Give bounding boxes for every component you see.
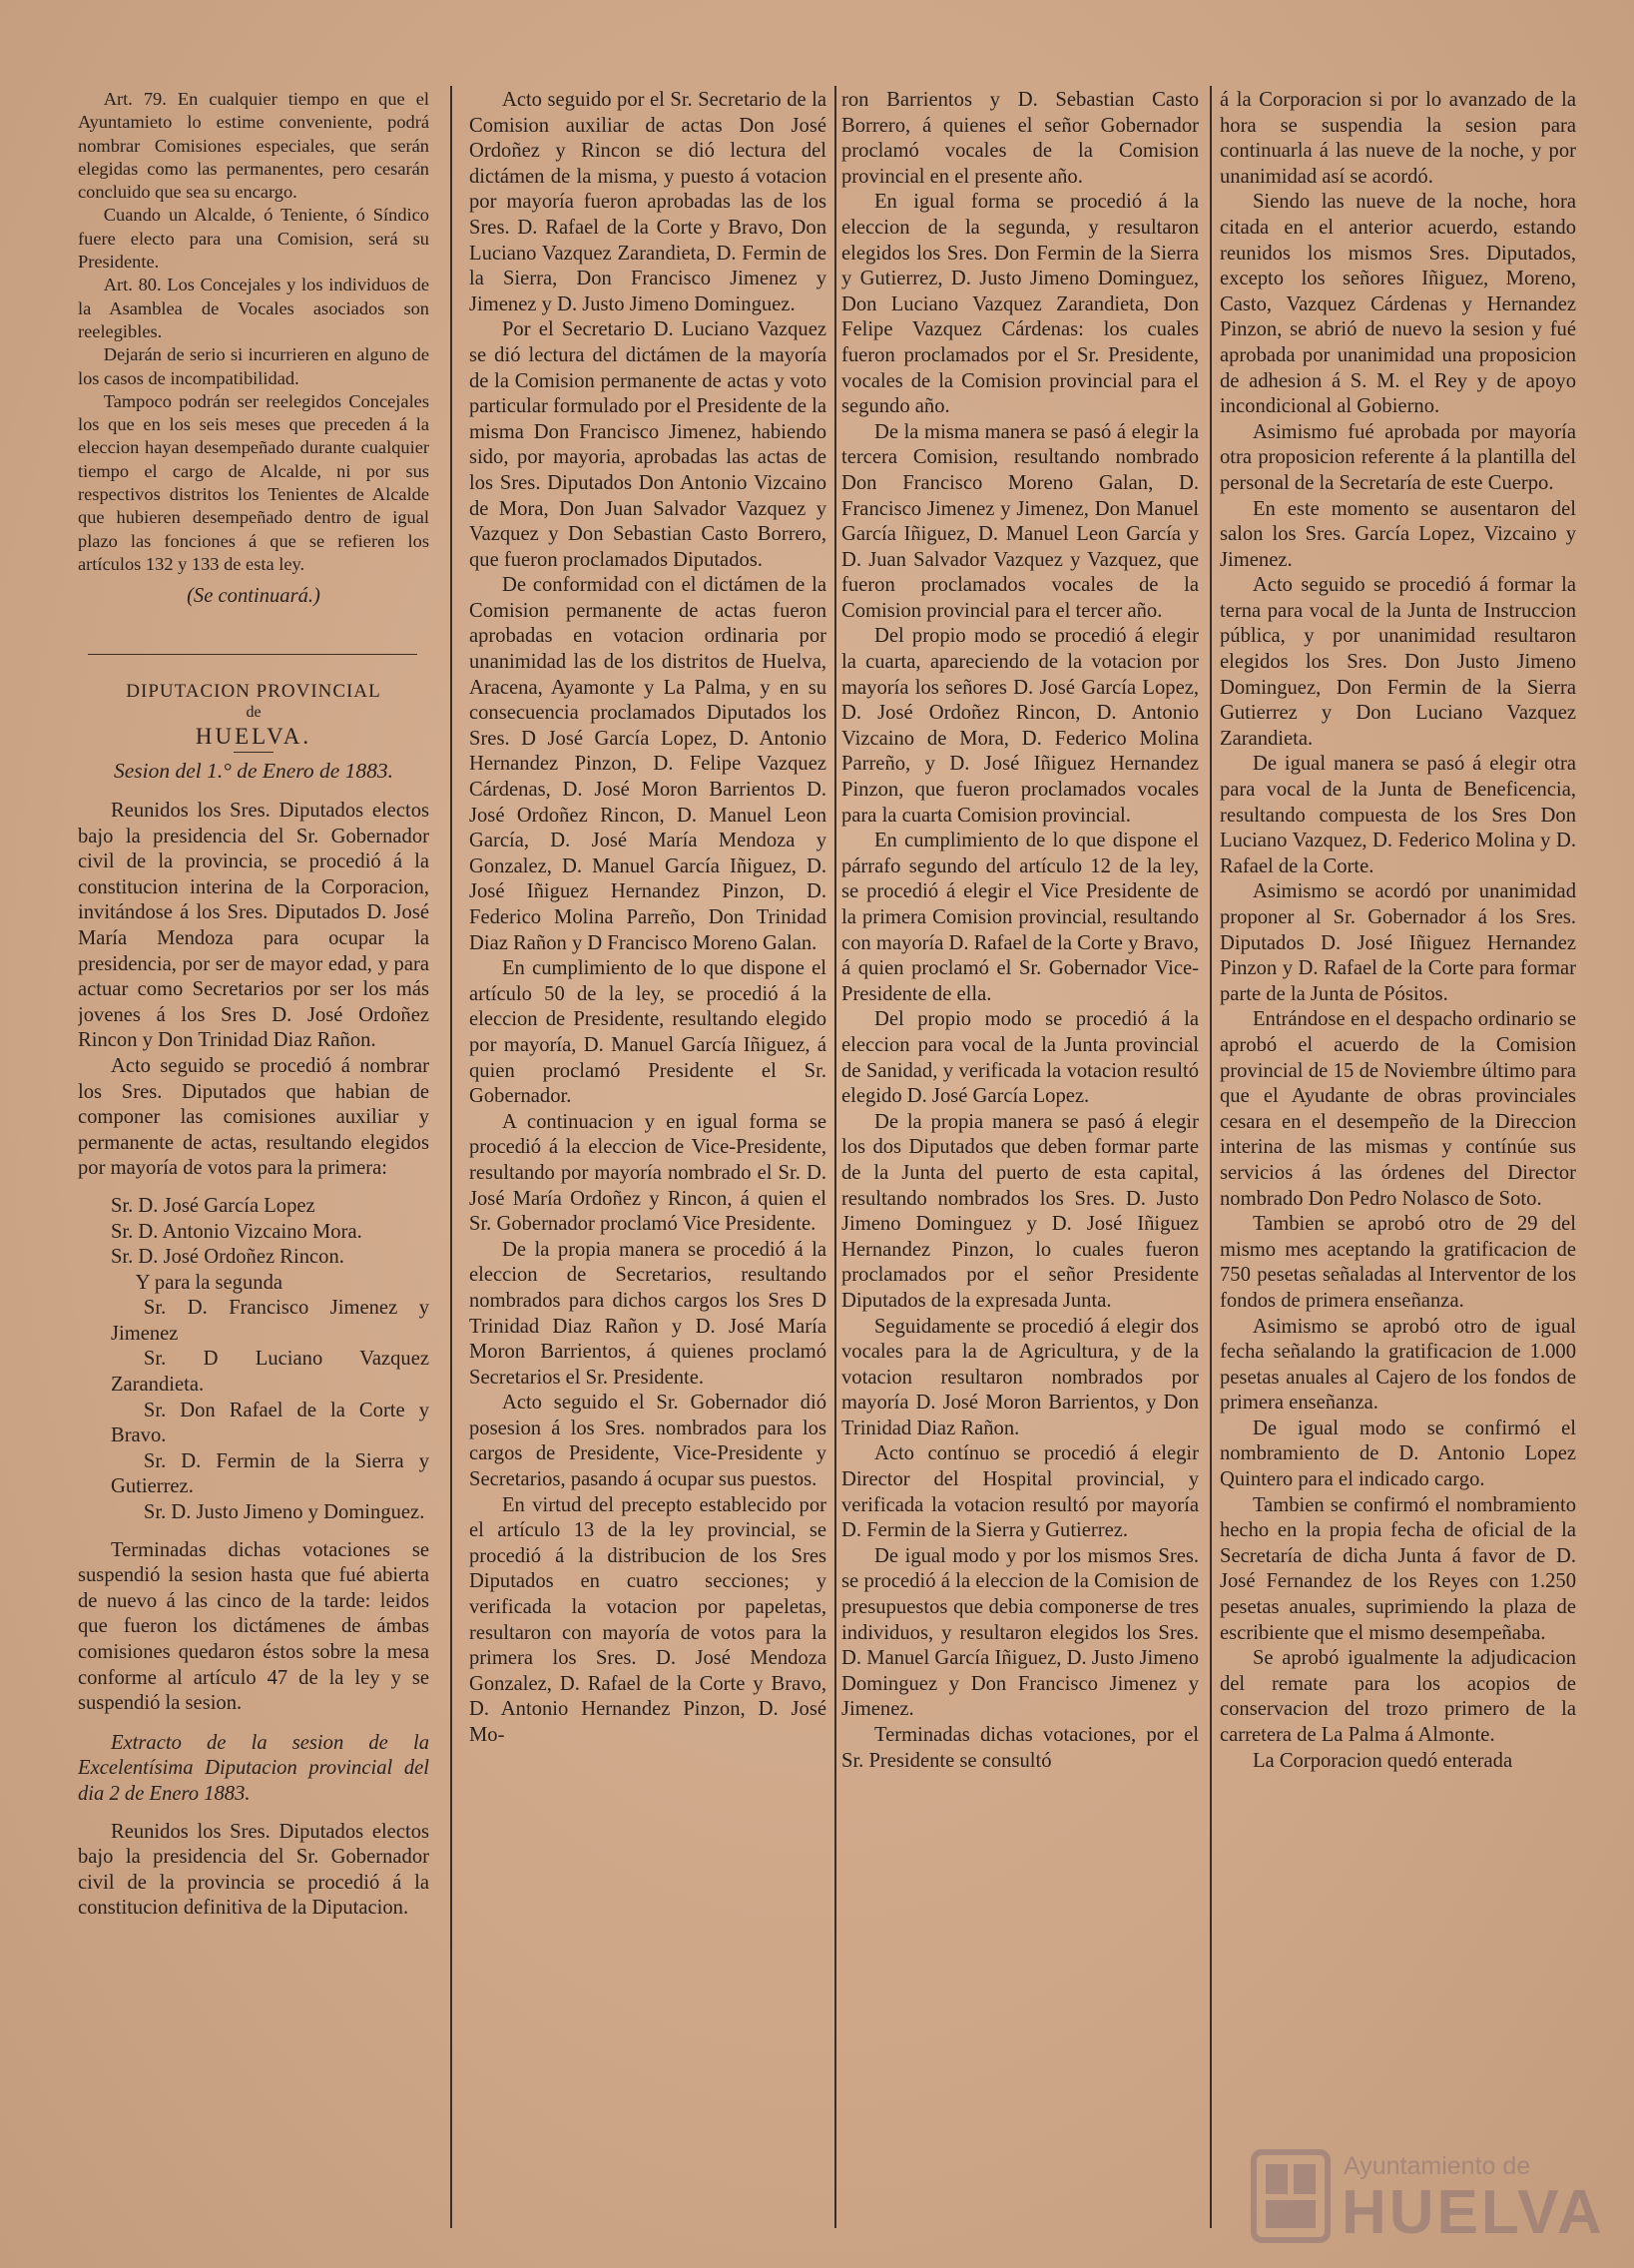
paragraph: En virtud del precepto establecido por el artículo 13 de la ley provincial, se procedió á la distribucion de los Sres Diputados en cuatro secciones; y verificada la votacion por papeletas, resultaron con mayoría de votos para la primera los Sres. D. José Mendoza Gonzalez, D. Rafael de la Corte y Bravo, D. Antonio Hernandez Pinzon, D. José Mo-: [469, 1493, 826, 1746]
list-subheading: Y para la segunda: [135, 1271, 283, 1294]
extract-title: Extracto de la sesion de la Excelentísima Diputacion provincial del dia 2 de Enero 1883.: [78, 1731, 429, 1805]
paragraph: Terminadas dichas votaciones, por el Sr. Presidente se consultó: [841, 1724, 1199, 1772]
paragraph: Acto seguido se procedió á formar la terna para vocal de la Junta de Instruccion pública, y por unanimidad resultaron elegidos los Sres. Don Justo Jimeno Dominguez, Don Fermin de la Sierra Gutierrez y Don Luciano Vazquez Zarandieta.: [1220, 574, 1576, 750]
watermark-big-text: HUELVA: [1342, 2178, 1605, 2247]
paragraph: Acto seguido se procedió á nombrar los Sres. Diputados que habian de componer las comisiones auxiliar y permanente de actas, resultando elegidos por mayoría de votos para la primera:: [78, 1054, 429, 1180]
paragraph: Asimismo fué aprobada por mayoría otra proposicion referente á la plantilla del personal de la Secretaría de este Cuerpo.: [1220, 420, 1576, 494]
session-title: Sesion del 1.° de Enero de 1883.: [113, 759, 394, 784]
city-crest-icon: [1248, 2146, 1334, 2246]
paragraph: Art. 79. En cualquier tiempo en que el Ayuntamieto lo estime conveniente, podrá nombrar Comisiones especiales, que serán elegidas como las permanentes, pero cesarán concluido que sea su encargo.: [78, 89, 429, 203]
extract-heading: [78, 1731, 429, 1808]
column-rule: [450, 86, 452, 2228]
paragraph: Tambien se aprobó otro de 29 del mismo mes aceptando la gratificacion de 750 pesetas señaladas al Interventor de los fondos de primera enseñanza.: [1220, 1213, 1576, 1312]
paragraph: Cuando un Alcalde, ó Teniente, ó Síndico fuere electo para una Comision, será su Presidente.: [78, 205, 429, 273]
column-1: [78, 88, 429, 2238]
paragraph: Dejarán de serio si incurrieren en alguno de los casos de incompatibilidad.: [78, 344, 429, 388]
paragraph: Asimismo se acordó por unanimidad proponer al Sr. Gobernador á los Sres. Diputados D. José Iñiguez Hernandez Pinzon y D. Rafael de la Corte para formar parte de la Junta de Pósitos.: [1220, 880, 1576, 1005]
paragraph: Entrándose en el despacho ordinario se aprobó el acuerdo de la Comision provincial de 15 de Noviembre último para que el Ayudante de obras provinciales cesara en el desempeño de la Direccion interina de las mismas y contínúe sus servicios á las órdenes del Director nombrado Don Pedro Nolasco de Soto.: [1220, 1008, 1576, 1210]
list-item: Sr. D. José Ordoñez Rincon.: [110, 1246, 344, 1269]
paragraph: ron Barrientos y D. Sebastian Casto Borrero, á quienes el señor Gobernador proclamó vocales de la Comision provincial en el presente año.: [841, 89, 1199, 188]
paragraph: Seguidamente se procedió á elegir dos vocales para la de Agricultura, y de la votacion resultaron nombrados por mayoría D. José Moron Barrientos, y Don Trinidad Diaz Rañon.: [841, 1315, 1199, 1439]
paragraph: De la propia manera se procedió á la eleccion de Secretarios, resultando nombrados para dichos cargos los Sres D Trinidad Diaz Rañon y D. José María Moron Barrientos, á quienes proclamó Secretarios el Sr. Presidente.: [469, 1238, 826, 1389]
paragraph: Art. 80. Los Concejales y los individuos de la Asamblea de Vocales asociados son reelegibles.: [78, 275, 429, 341]
list-item: Sr. D Luciano Vazquez Zarandieta.: [110, 1348, 429, 1397]
paragraph: En cumplimiento de lo que dispone el párrafo segundo del artículo 12 de la ley, se procedió á elegir el Vice Presidente de la primera Comision provincial, resultando con mayoría D. Rafael de la Corte y Bravo, á quien proclamó el Sr. Gobernador Vice-Presidente de ella.: [841, 830, 1199, 1005]
paragraph: De la misma manera se pasó á elegir la tercera Comision, resultando nombrado Don Francisco Moreno Galan, D. Francisco Jimenez y Jimenez, Don Manuel García Iñiguez, D. Manuel Leon García y D. Juan Salvador Vazquez y Vazquez, que fueron proclamados vocales de la Comision provincial para el tercer año.: [841, 420, 1199, 622]
paragraph: Acto seguido el Sr. Gobernador dió posesion á los Sres. nombrados para los cargos de Presidente, Vice-Presidente y Secretarios, pasando á ocupar sus puestos.: [469, 1392, 826, 1491]
section-heading-place: HUELVA.: [195, 724, 312, 750]
paragraph: Acto contínuo se procedió á elegir Director del Hospital provincial, y verificada la votacion resultó por mayoría D. Fermin de la Sierra y Gutierrez.: [841, 1442, 1199, 1542]
section-divider: [88, 654, 417, 655]
list-item: Sr. D. José García Lopez: [110, 1194, 315, 1217]
archive-watermark: [1248, 2146, 1605, 2256]
heading-dash: [234, 752, 273, 753]
continuation-note: (Se continuará.): [187, 585, 320, 608]
list-item: Sr. Don Rafael de la Corte y Bravo.: [110, 1399, 429, 1447]
paragraph: Asimismo se aprobó otro de igual fecha señalando la gratificacion de 1.000 pesetas anuales al Cajero de los fondos de primera enseñanza.: [1220, 1315, 1576, 1415]
paragraph: Reunidos los Sres. Diputados electos bajo la presidencia del Sr. Gobernador civil de la provincia se procedió á la constitucion definitiva de la Diputacion.: [78, 1820, 429, 1920]
watermark-top-text: Ayuntamiento de: [1344, 2152, 1531, 2180]
paragraph: Terminadas dichas votaciones se suspendió la sesion hasta que fué abierta de nuevo á las cinco de la tarde: leidos que fueron los dictámenes de ámbas comisiones quedaron éstos sobre la mesa conforme al artículo 47 de la ley y se suspendió la sesion.: [78, 1538, 429, 1715]
paragraph: De conformidad con el dictámen de la Comision permanente de actas fueron aprobadas en votacion ordinaria por unanimidad las de los distritos de Huelva, Aracena, Ayamonte y La Palma, y en su consecuencia proclamados Diputados los Sres. D José García Lopez, D. Antonio Hernandez Pinzon, D. Felipe Vazquez Cárdenas, D. José Moron Barrientos D. José Ordoñez Rincon, D. Manuel Leon García, D. José María Mendoza y Gonzalez, D. Manuel García Iñiguez, D. José Iñiguez Hernandez Pinzon, D. Federico Molina Parreño, Don Trinidad Diaz Rañon y D Francisco Moreno Galan.: [469, 574, 826, 954]
column-rule: [834, 86, 836, 2228]
paragraph: En cumplimiento de lo que dispone el artículo 50 de la ley, se procedió á la eleccion de Presidente, resultando elegido por mayoría, D. Manuel García Iñiguez, á quien proclamó Presidente el Sr. Gobernador.: [469, 957, 826, 1108]
list-item: Sr. D. Francisco Jimenez y Jimenez: [110, 1297, 429, 1345]
paragraph: Por el Secretario D. Luciano Vazquez se dió lectura del dictámen de la mayoría de la Comision permanente de actas y voto particular formulado por el Presidente de la misma Don Francisco Jimenez, habiendo sido, por mayoria, aprobadas las actas de los Sres. Diputados Don Antonio Vizcaino de Mora, Don Juan Salvador Vazquez y Vazquez y Don Sebastian Casto Borrero, que fueron proclamados Diputados.: [469, 318, 826, 571]
paragraph: Tampoco podrán ser reelegidos Concejales los que en los seis meses que preceden á la eleccion hayan desempeñado durante cualquier tiempo el cargo de Alcalde, ni por sus respectivos distritos los Tenientes de Alcalde que hubieren desempeñado dentro de igual plazo las fonciones á que se refieren los artículos 132 y 133 de esta ley.: [78, 390, 429, 574]
paragraph: Reunidos los Sres. Diputados electos bajo la presidencia del Sr. Gobernador civil de la provincia, se procedió á la constitucion interina de la Corporacion, invitándose á los Sres. Diputados D. José María Mendoza para ocupar la presidencia, por ser de mayor edad, y para actuar como Secretarios por ser los más jovenes á los Sres D. José Ordoñez Rincon y Don Trinidad Diaz Rañon.: [78, 800, 429, 1052]
paragraph: Acto seguido por el Sr. Secretario de la Comision auxiliar de actas Don José Ordoñez y Rincon se dió lectura del dictámen de la misma, y puesto á votacion por mayoría fueron aprobadas las de los Sres. D. Rafael de la Corte y Bravo, Don Luciano Vazquez Zarandieta, D. Fermin de la Sierra, Don Francisco Jimenez y Jimenez y D. Justo Jimeno Dominguez.: [469, 89, 826, 315]
column-2: [469, 88, 826, 2238]
section-heading: DIPUTACION PROVINCIAL: [126, 680, 381, 702]
paragraph: En este momento se ausentaron del salon los Sres. García Lopez, Vizcaino y Jimenez.: [1220, 497, 1576, 571]
paragraph: La Corporacion quedó enterada: [1252, 1749, 1513, 1772]
section-heading-de: de: [246, 704, 262, 722]
list-item: Sr. D. Fermin de la Sierra y Gutierrez.: [110, 1449, 429, 1498]
column-3: [841, 88, 1199, 2238]
deputies-list: [78, 1194, 429, 1526]
paragraph: En igual forma se procedió á la eleccion de la segunda, y resultaron elegidos los Sres. Don Fermin de la Sierra y Gutierrez, D. Justo Jimeno Dominguez, Don Luciano Vazquez Zarandieta, Don Felipe Vazquez Cárdenas: los cuales fueron proclamados por el Sr. Presidente, vocales de la Comision provincial para el segundo año.: [841, 191, 1199, 418]
paragraph: Se aprobó igualmente la adjudicacion del remate para los acopios de conservacion del trozo primero de la carretera de La Palma á Almonte.: [1220, 1647, 1576, 1746]
paragraph: Siendo las nueve de la noche, hora citada en el anterior acuerdo, estando reunidos los mismos Sres. Diputados, excepto los señores Iñiguez, Moreno, Casto, Vazquez Cárdenas y Hernandez Pinzon, se abrió de nuevo la sesion y fué aprobada por unanimidad una proposicion de adhesion á S. M. el Rey y de apoyo incondicional al Gobierno.: [1220, 191, 1576, 418]
paragraph: Del propio modo se procedió á la eleccion para vocal de la Junta provincial de Sanidad, y verificada la votacion resultó elegido D. José García Lopez.: [841, 1008, 1199, 1108]
paragraph: De igual manera se pasó á elegir otra para vocal de la Junta de Beneficencia, resultando compuesta de los Sres Don Luciano Vazquez, D. Federico Molina y D. Rafael de la Corte.: [1220, 753, 1576, 877]
list-item: Sr. D. Antonio Vizcaino Mora.: [110, 1220, 362, 1243]
paragraph: Del propio modo se procedió á elegir la cuarta, apareciendo de la votacion por mayoría los señores D. José García Lopez, D. José Ordoñez Rincon, D. Antonio Vizcaino de Mora, D. Federico Molina Parreño, y D. José Iñiguez Hernandez Pinzon, que fueron proclamados vocales para la cuarta Comision provincial.: [841, 625, 1199, 827]
column-4: [1220, 88, 1576, 2238]
paragraph: Tambien se confirmó el nombramiento hecho en la propia fecha de oficial de la Secretaría de dicha Junta á favor de D. José Fernandez de los Reyes con 1.250 pesetas anuales, suprimiendo la plaza de escribiente que el mismo desempeñaba.: [1220, 1493, 1576, 1644]
law-articles: [78, 88, 429, 576]
paragraph: De igual modo y por los mismos Sres. se procedió á la eleccion de la Comision de presupuestos que debia componerse de tres individuos, y resultaron elegidos los Sres. D. Manuel García Iñiguez, D. Justo Jimeno Dominguez y Don Francisco Jimenez y Jimenez.: [841, 1544, 1199, 1721]
paragraph: De la propia manera se pasó á elegir los dos Diputados que deben formar parte de la Junta del puerto de esta capital, resultando nombrados los Sres. D. Justo Jimeno Dominguez y D. José Iñiguez Hernandez Pinzon, lo cuales fueron proclamados por el señor Presidente Diputados de la expresada Junta.: [841, 1110, 1199, 1312]
paragraph: A continuacion y en igual forma se procedió á la eleccion de Vice-Presidente, resultando por mayoría nombrado el Sr. D. José María Ordoñez y Rincon, á quien el Sr. Gobernador proclamó Vice Presidente.: [469, 1110, 826, 1236]
paragraph: De igual modo se confirmó el nombramiento de D. Antonio Lopez Quintero para el indicado cargo.: [1220, 1417, 1576, 1491]
column-rule: [1210, 86, 1212, 2228]
list-item: Sr. D. Justo Jimeno y Dominguez.: [143, 1501, 425, 1524]
paragraph: á la Corporacion si por lo avanzado de la hora se suspendia la sesion para continuarla á las nueve de la noche, y por unanimidad así se acordó.: [1220, 89, 1576, 188]
